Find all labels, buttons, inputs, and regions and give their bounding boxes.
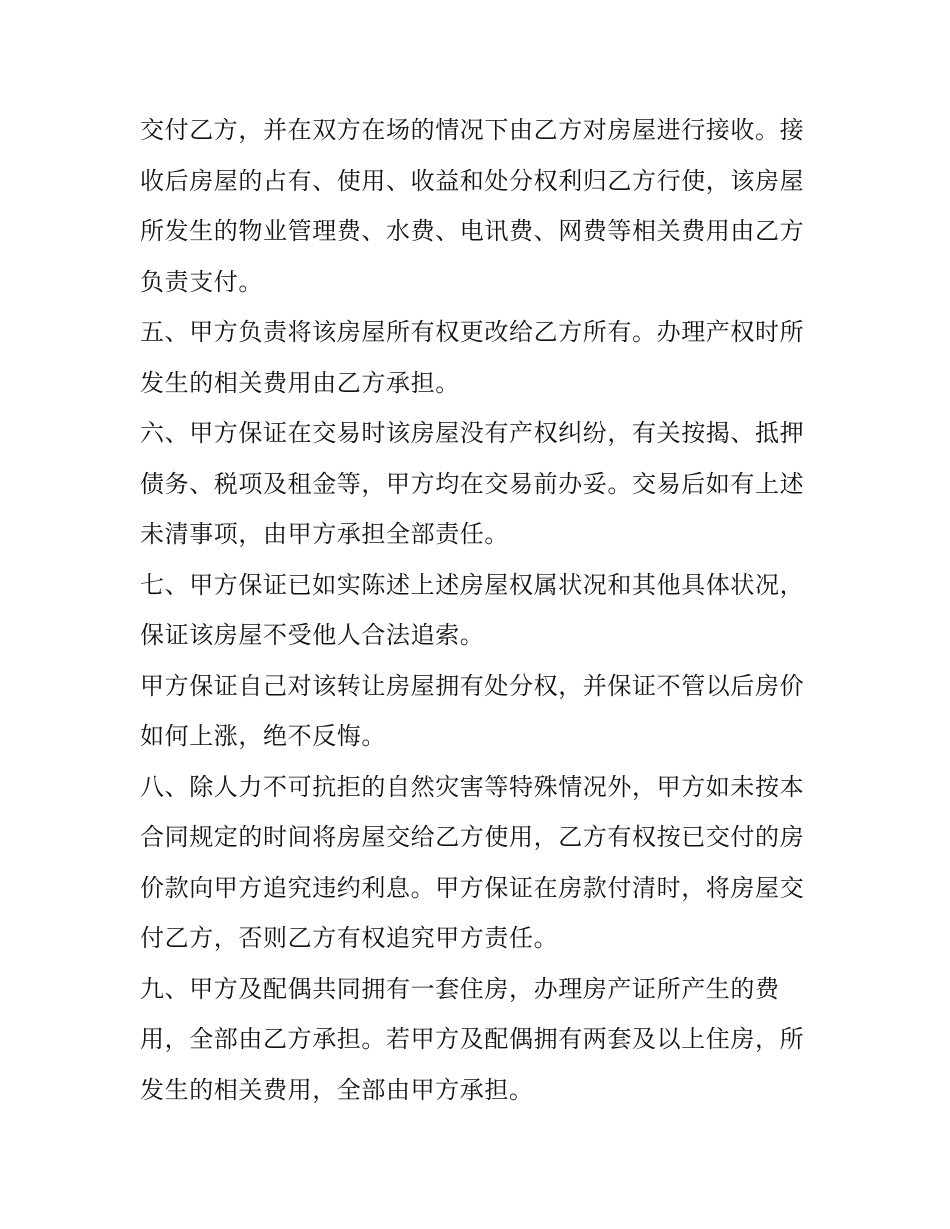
- clause-8-line: 八、除人力不可抗拒的自然灾害等特殊情况外，甲方如未按本: [140, 772, 805, 801]
- text-line: 交付乙方，并在双方在场的情况下由乙方对房屋进行接收。接: [140, 116, 805, 144]
- text-line: 合同规定的时间将房屋交给乙方使用，乙方有权按已交付的房: [140, 823, 805, 851]
- text-line: 用，全部由乙方承担。若甲方及配偶拥有两套及以上住房，所: [140, 1025, 805, 1053]
- text-line: 付乙方，否则乙方有权追究甲方责任。: [140, 924, 559, 952]
- text-line: 价款向甲方追究违约利息。甲方保证在房款付清时，将房屋交: [140, 873, 805, 902]
- clause-9-line: 九、甲方及配偶共同拥有一套住房，办理房产证所产生的费: [140, 974, 780, 1003]
- clause-5-line: 五、甲方负责将该房屋所有权更改给乙方所有。办理产权时所: [140, 318, 805, 346]
- text-line: 所发生的物业管理费、水费、电讯费、网费等相关费用由乙方: [140, 217, 805, 245]
- text-line: 发生的相关费用，全部由甲方承担。: [140, 1075, 534, 1104]
- clause-7-line: 七、甲方保证已如实陈述上述房屋权属状况和其他具体状况，: [140, 570, 805, 599]
- text-line: 未清事项，由甲方承担全部责任。: [140, 520, 509, 548]
- text-line: 如何上涨，绝不反悔。: [140, 722, 386, 750]
- text-line: 甲方保证自己对该转让房屋拥有处分权，并保证不管以后房价: [140, 671, 805, 700]
- document-body: [140, 105, 830, 1115]
- text-line: 保证该房屋不受他人合法追索。: [140, 621, 485, 649]
- text-line: 收后房屋的占有、使用、收益和处分权利归乙方行使，该房屋: [140, 166, 805, 195]
- clause-6-line: 六、甲方保证在交易时该房屋没有产权纠纷，有关按揭、抵押: [140, 419, 805, 447]
- text-line: 负责支付。: [140, 267, 263, 296]
- text-line: 债务、税项及租金等，甲方均在交易前办妥。交易后如有上述: [140, 469, 805, 498]
- text-line: 发生的相关费用由乙方承担。: [140, 368, 460, 397]
